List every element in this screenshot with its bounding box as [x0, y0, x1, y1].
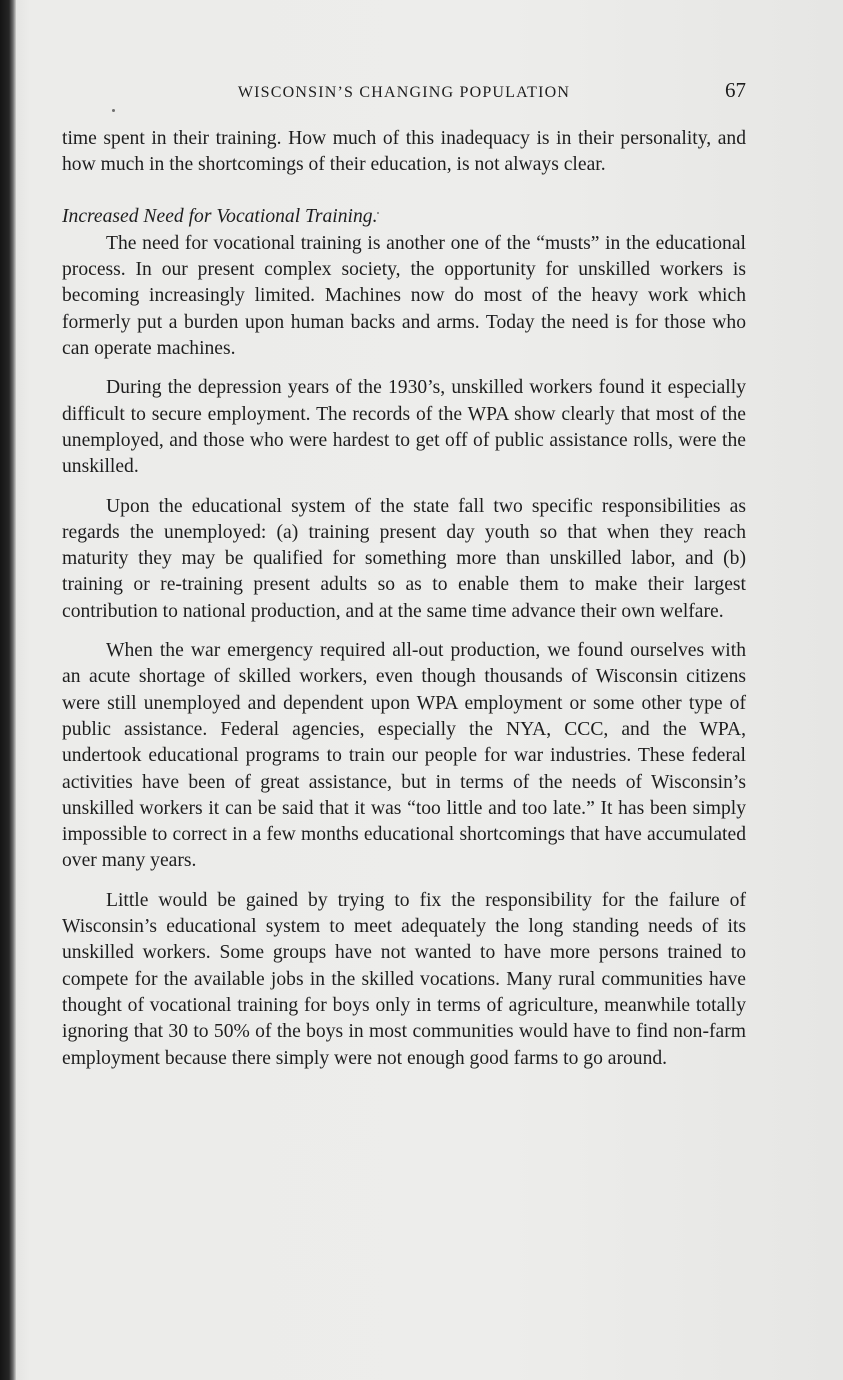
running-title: WISCONSIN’S CHANGING POPULATION — [237, 84, 571, 101]
section-heading: Increased Need for Vocational Training. — [62, 205, 378, 227]
paragraph: When the war emergency required all-out production, we found ourselves with an acute shortage of skilled workers, even though thousands of Wisconsin citizens were still unemployed and dependent upon WPA employment or some other type of public assistance. Federal agencies, especially the NYA, CCC, and the WPA, undertook educational programs to train our people for war industries. These federal activities have been of great assistance, but in terms of the needs of Wisconsin’s unskilled workers it can be said that it was “too little and too late.” It has been simply impossible to correct in a few months educational shortcomings that have accumulated over many years. — [62, 640, 746, 872]
page-binding-edge — [0, 0, 16, 1380]
body-text — [62, 126, 746, 1072]
paragraph: The need for vocational training is another one of the “musts” in the educational process. In our present complex society, the opportunity for unskilled workers is becoming increasingly limited. Machines now do most of the heavy work which formerly put a burden upon human backs and arms. Today the need is for those who can operate machines. — [62, 232, 746, 360]
page-number: 67 — [725, 78, 746, 102]
print-speck — [112, 109, 115, 112]
paragraph: Little would be gained by trying to fix the responsibility for the failure of Wisconsin’s educational system to meet adequately the long standing needs of its unskilled workers. Some groups have not wanted to have more persons trained to compete for the available jobs in the skilled vocations. Many rural communities have thought of vocational training for boys only in terms of agriculture, meanwhile totally ignoring that 30 to 50% of the boys in most communities would have to find non-farm employment because there simply were not enough good farms to go around. — [62, 889, 746, 1069]
running-header — [62, 78, 746, 108]
paragraph: During the depression years of the 1930’s, unskilled workers found it especially difficult to secure employment. The records of the WPA show clearly that most of the unemployed, and those who were hardest to get off of public assistance rolls, were the unskilled. — [62, 377, 746, 478]
paragraph: Upon the educational system of the state fall two specific responsibilities as regards the unemployed: (a) training present day youth so that when they reach maturity they may be qualified for something more than unskilled labor, and (b) training or re-training present adults so as to enable them to make their largest contribution to national production, and at the same time advance their own welfare. — [62, 495, 746, 622]
lead-paragraph: time spent in their training. How much of this inadequacy is in their personality, and how much in the shortcomings of their education, is not always clear. — [62, 128, 746, 176]
